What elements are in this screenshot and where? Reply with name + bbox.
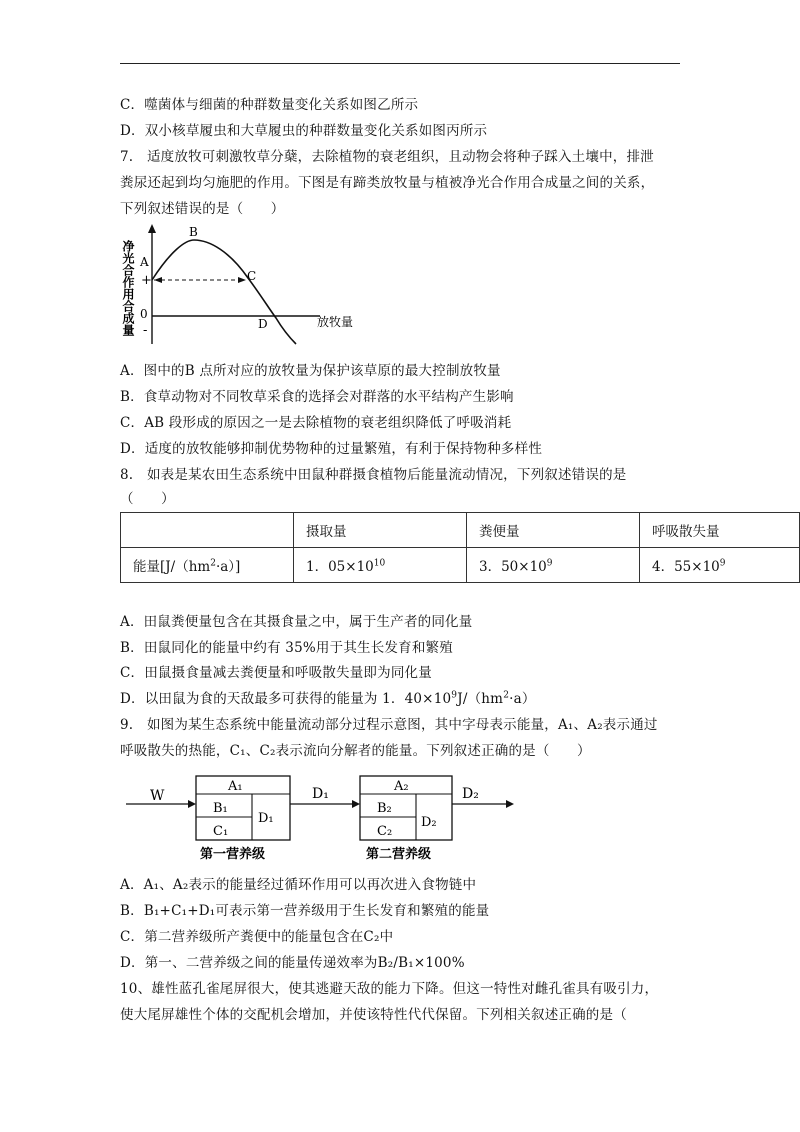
label-b2: B₂	[377, 801, 392, 816]
q9-option-c: C．第二营养级所产粪便中的能量包含在C₂中	[120, 929, 394, 945]
q7-stem-line2: 粪尿还起到均匀施肥的作用。下图是有蹄类放牧量与植被净光合作用合成量之间的关系，	[120, 175, 655, 191]
level1-box	[196, 776, 290, 840]
energy-table	[120, 512, 800, 583]
q9-option-b: B．B₁+C₁+D₁可表示第一营养级用于生长发育和繁殖的能量	[120, 903, 490, 919]
table-row-label: 能量$[J/(hm^2\cdot a)]$	[121, 548, 294, 583]
energy-flow-diagram	[120, 770, 530, 866]
label-a1: A₁	[228, 779, 243, 794]
q10-stem-line1: 10、雄性蓝孔雀尾屏很大，使其逃避天敌的能力下降。但这一特性对雌孔雀具有吸引力，	[120, 981, 659, 997]
graph-point-a: A	[140, 255, 149, 269]
q8-option-c: C．田鼠摄食量减去粪便量和呼吸散失量即为同化量	[120, 665, 432, 681]
graph-point-c: C	[247, 269, 257, 283]
q8-option-d: D．以田鼠为食的天敌最多可获得的能量为 1．$40\times 10^9J/(hm^2\cdot a)$	[120, 690, 536, 707]
label-w: W	[150, 788, 165, 804]
q6-option-c: C．噬菌体与细菌的种群数量变化关系如图乙所示	[120, 97, 419, 113]
label-b1: B₁	[213, 801, 228, 816]
q6-option-d: D．双小核草履虫和大草履虫的种群数量变化关系如图丙所示	[120, 123, 488, 139]
grazing-photosynthesis-graph	[110, 222, 370, 352]
q9-option-a: A．A₁、A₂表示的能量经过循环作用可以再次进入食物链中	[120, 877, 477, 893]
q9-option-d: D．第一、二营养级之间的能量传递效率为B₂/B₁×100%	[120, 955, 465, 971]
label-c1: C₁	[213, 824, 229, 839]
table-cell: 1．$05\times 10^{10}$	[294, 548, 467, 583]
table-header-cell: 摄取量	[294, 513, 467, 548]
table-header-row	[121, 513, 800, 548]
graph-origin: 0	[140, 307, 148, 321]
table-cell: 4．$55\times 10^9$	[640, 548, 800, 583]
graph-ylabel: 净光合作用合成量	[121, 240, 135, 336]
q9-stem-line2: 呼吸散失的热能，C₁、C₂表示流向分解者的能量。下列叙述正确的是（ ）	[120, 743, 591, 759]
graph-point-b: B	[189, 225, 198, 239]
graph-point-d: D	[258, 317, 268, 331]
d1-arrow-head	[352, 800, 360, 808]
q7-option-a: A．图中的B 点所对应的放牧量为保护该草原的最大控制放牧量	[120, 363, 501, 379]
graph-y-arrow	[148, 224, 156, 233]
q7-option-b: B．食草动物对不同牧草采食的选择会对群落的水平结构产生影响	[120, 389, 514, 405]
q8-option-b: B．田鼠同化的能量中约有 35%用于其生长发育和繁殖	[120, 640, 453, 656]
label-d1-arrow: D₁	[312, 786, 329, 802]
table-header-cell	[121, 513, 294, 548]
q10-stem-line2: 使大尾屏雄性个体的交配机会增加，并使该特性代代保留。下列相关叙述正确的是（	[120, 1007, 627, 1023]
table-header-cell: 粪便量	[467, 513, 640, 548]
q9-stem-line1: 9. 如图为某生态系统中能量流动部分过程示意图，其中字母表示能量，A₁、A₂表示通过	[120, 717, 658, 733]
graph-dashed-arrow-left	[154, 277, 162, 283]
label-c2: C₂	[377, 824, 393, 839]
graph-xlabel: 放牧量	[317, 315, 354, 329]
table-cell: 3．$50\times 10^9$	[467, 548, 640, 583]
label-a2: A₂	[394, 779, 409, 794]
graph-minus: -	[143, 323, 148, 338]
q8-stem-line1: 8. 如表是某农田生态系统中田鼠种群摄食植物后能量流动情况，下列叙述错误的是	[120, 467, 627, 483]
q7-stem-line3: 下列叙述错误的是（ ）	[120, 201, 285, 217]
label-d2-box: D₂	[421, 815, 437, 830]
q7-option-c: C．AB 段形成的原因之一是去除植物的衰老组织降低了呼吸消耗	[120, 415, 512, 431]
graph-plus: +	[141, 273, 152, 288]
table-row	[121, 548, 800, 583]
table-header-cell: 呼吸散失量	[640, 513, 800, 548]
d2-arrow-head	[506, 800, 514, 808]
q7-stem-line1: 7. 适度放牧可刺激牧草分蘖，去除植物的衰老组织，且动物会将种子踩入土壤中，排泄	[120, 149, 654, 165]
label-d2-arrow: D₂	[462, 786, 479, 802]
w-arrow-head	[188, 800, 196, 808]
label-level2: 第二营养级	[366, 847, 432, 862]
graph-curve	[152, 240, 296, 344]
q7-option-d: D．适度的放牧能够抑制优势物种的过量繁殖，有利于保持物种多样性	[120, 441, 543, 457]
q8-option-a: A．田鼠粪便量包含在其摄食量之中，属于生产者的同化量	[120, 614, 473, 630]
q8-stem-line2: （ ）	[120, 491, 175, 507]
header-rule	[120, 63, 680, 64]
label-d1-box: D₁	[258, 811, 274, 826]
graph-dashed-arrow-right	[238, 277, 246, 283]
label-level1: 第一营养级	[200, 847, 266, 862]
